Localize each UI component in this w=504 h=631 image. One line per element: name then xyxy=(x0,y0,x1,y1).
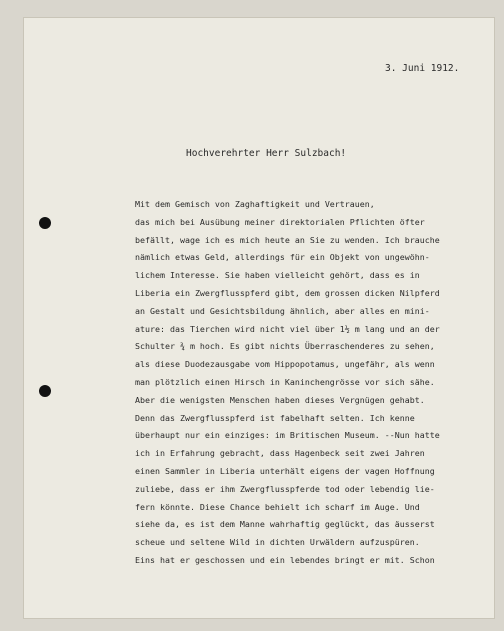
body-line: einen Sammler in Liberia unterhält eigens der vagen Hoffnung xyxy=(135,465,435,476)
body-line: lichem Interesse. Sie haben vielleicht gehört, dass es in xyxy=(135,270,420,281)
body-line: überhaupt nur ein einziges: im Britischen Museum. --Nun hatte xyxy=(135,430,440,441)
body-line: das mich bei Ausübung meiner direktorialen Pflichten öfter xyxy=(135,216,425,227)
body-line: Denn das Zwergflusspferd ist fabelhaft selten. Ich kenne xyxy=(135,412,415,423)
body-line: nämlich etwas Geld, allerdings für ein Objekt von ungewöhn- xyxy=(135,252,430,263)
body-line: fern könnte. Diese Chance behielt ich scharf im Auge. Und xyxy=(135,501,420,512)
letter-date: 3. Juni 1912. xyxy=(385,63,460,74)
body-line: scheue und seltene Wild in dichten Urwäldern aufzuspüren. xyxy=(135,537,420,548)
body-line: als diese Duodezausgabe vom Hippopotamus, ungefähr, als wenn xyxy=(135,359,435,370)
body-line: siehe da, es ist dem Manne wahrhaftig geglückt, das äusserst xyxy=(135,519,435,530)
punch-hole-bottom xyxy=(39,385,51,397)
punch-hole-top xyxy=(39,217,51,229)
body-line: man plötzlich einen Hirsch in Kaninchengrösse vor sich sähe. xyxy=(135,376,435,387)
body-line: Liberia ein Zwergflusspferd gibt, dem grossen dicken Nilpferd xyxy=(135,287,440,298)
body-line: Eins hat er geschossen und ein lebendes bringt er mit. Schon xyxy=(135,554,435,565)
body-line: an Gestalt und Gesichtsbildung ähnlich, aber alles en mini- xyxy=(135,305,430,316)
body-line: ich in Erfahrung gebracht, dass Hagenbeck seit zwei Jahren xyxy=(135,448,425,459)
letter-body xyxy=(135,196,485,570)
body-line: ature: das Tierchen wird nicht viel über 1½ m lang und an der xyxy=(135,323,440,334)
body-line: Mit dem Gemisch von Zaghaftigkeit und Vertrauen, xyxy=(135,199,375,209)
body-line: befällt, wage ich es mich heute an Sie zu wenden. Ich brauche xyxy=(135,234,440,245)
body-line: Aber die wenigsten Menschen haben dieses Vergnügen gehabt. xyxy=(135,394,425,405)
body-line: zuliebe, dass er ihm Zwergflusspferde tod oder lebendig lie- xyxy=(135,483,435,494)
body-line: Schulter ¾ m hoch. Es gibt nichts Überraschenderes zu sehen, xyxy=(135,341,435,352)
letter-salutation: Hochverehrter Herr Sulzbach! xyxy=(186,148,347,159)
